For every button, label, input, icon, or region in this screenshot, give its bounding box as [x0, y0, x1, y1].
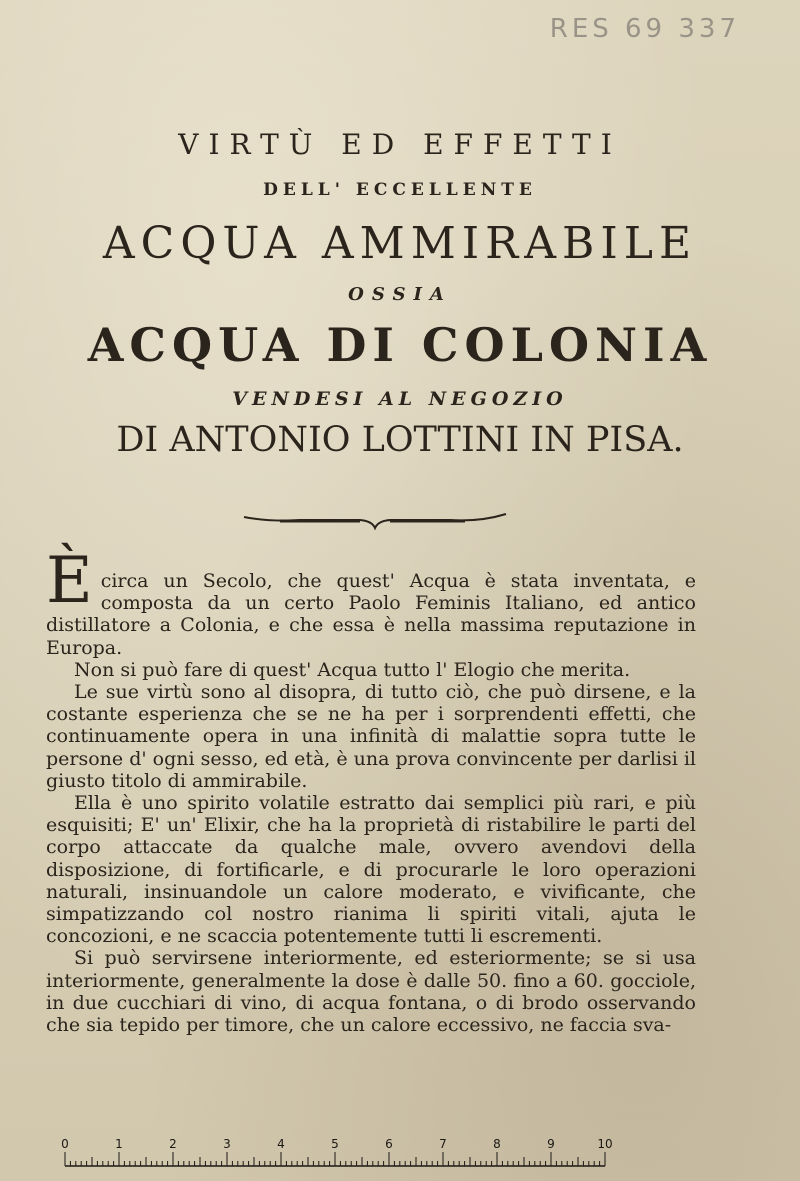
ruler-label: 6 — [385, 1137, 393, 1151]
body-text — [46, 544, 696, 1037]
ruler-label: 3 — [223, 1137, 231, 1151]
heading-line-6: VENDESI AL NEGOZIO — [232, 388, 568, 410]
paragraph-4: Ella è uno spirito volatile estratto dai semplici più rari, e più esquisiti; E' un' Elixir, che ha la proprietà di ristabilire le parti del corpo attaccate da qualche male, ovvero avendovi della disposizione, di fortificarle, e di procurarle le loro operazioni naturali, insinuandole un calore moderato, e vivificante, che simpatizzando col nostro rianima li spiriti vitali, ajuta le concozioni, e ne scaccia potentemente tutti li escrementi. — [46, 792, 696, 948]
ruler-label: 9 — [547, 1137, 555, 1151]
ornament-rule — [240, 508, 510, 532]
ruler-label: 10 — [597, 1137, 613, 1151]
heading-line-3: ACQUA AMMIRABILE — [102, 218, 698, 269]
paragraph-3: Le sue virtù sono al disopra, di tutto ciò, che può dirsene, e la costante esperienza che se ne ha per i sorprendenti effetti, che continuamente opera in una infinità di malattie sopra tutte le persone d' ogni sesso, ed età, è una prova convincente per darlisi il giusto titolo di ammirabile. — [46, 681, 696, 792]
ruler-label: 2 — [169, 1137, 177, 1151]
shelfmark: RES 69 337 — [549, 14, 740, 44]
ruler-label: 1 — [115, 1137, 123, 1151]
heading-line-4: OSSIA — [348, 284, 452, 305]
ruler-label: 7 — [439, 1137, 447, 1151]
ruler-label: 4 — [277, 1137, 285, 1151]
ruler-label: 0 — [61, 1137, 69, 1151]
paragraph-5: Si può servirsene interiormente, ed esteriormente; se si usa interiormente, generalmente la dose è dalle 50. fino a 60. gocciole, in due cucchiari di vino, di acqua fontana, o di brodo osservando che sia tepido per timore, che un calore eccessivo, ne faccia sva- — [46, 947, 696, 1037]
paragraph-2: Non si può fare di quest' Acqua tutto l' Elogio che merita. — [74, 658, 631, 681]
heading-line-7: DI ANTONIO LOTTINI IN PISA. — [116, 420, 684, 460]
heading-line-1: VIRTÙ ED EFFETTI — [178, 128, 622, 161]
heading-line-5: ACQUA DI COLONIA — [87, 318, 713, 372]
ruler-label: 5 — [331, 1137, 339, 1151]
scale-ruler — [60, 1136, 620, 1172]
ruler-label: 8 — [493, 1137, 501, 1151]
drop-cap: È — [46, 544, 93, 618]
heading-line-2: DELL' ECCELLENTE — [263, 180, 537, 200]
paragraph-1: circa un Secolo, che quest' Acqua è stata inventata, e composta da un certo Paolo Feminis Italiano, ed antico distillatore a Colonia, e che essa è nella massima reputazione in Europa. — [46, 570, 696, 659]
